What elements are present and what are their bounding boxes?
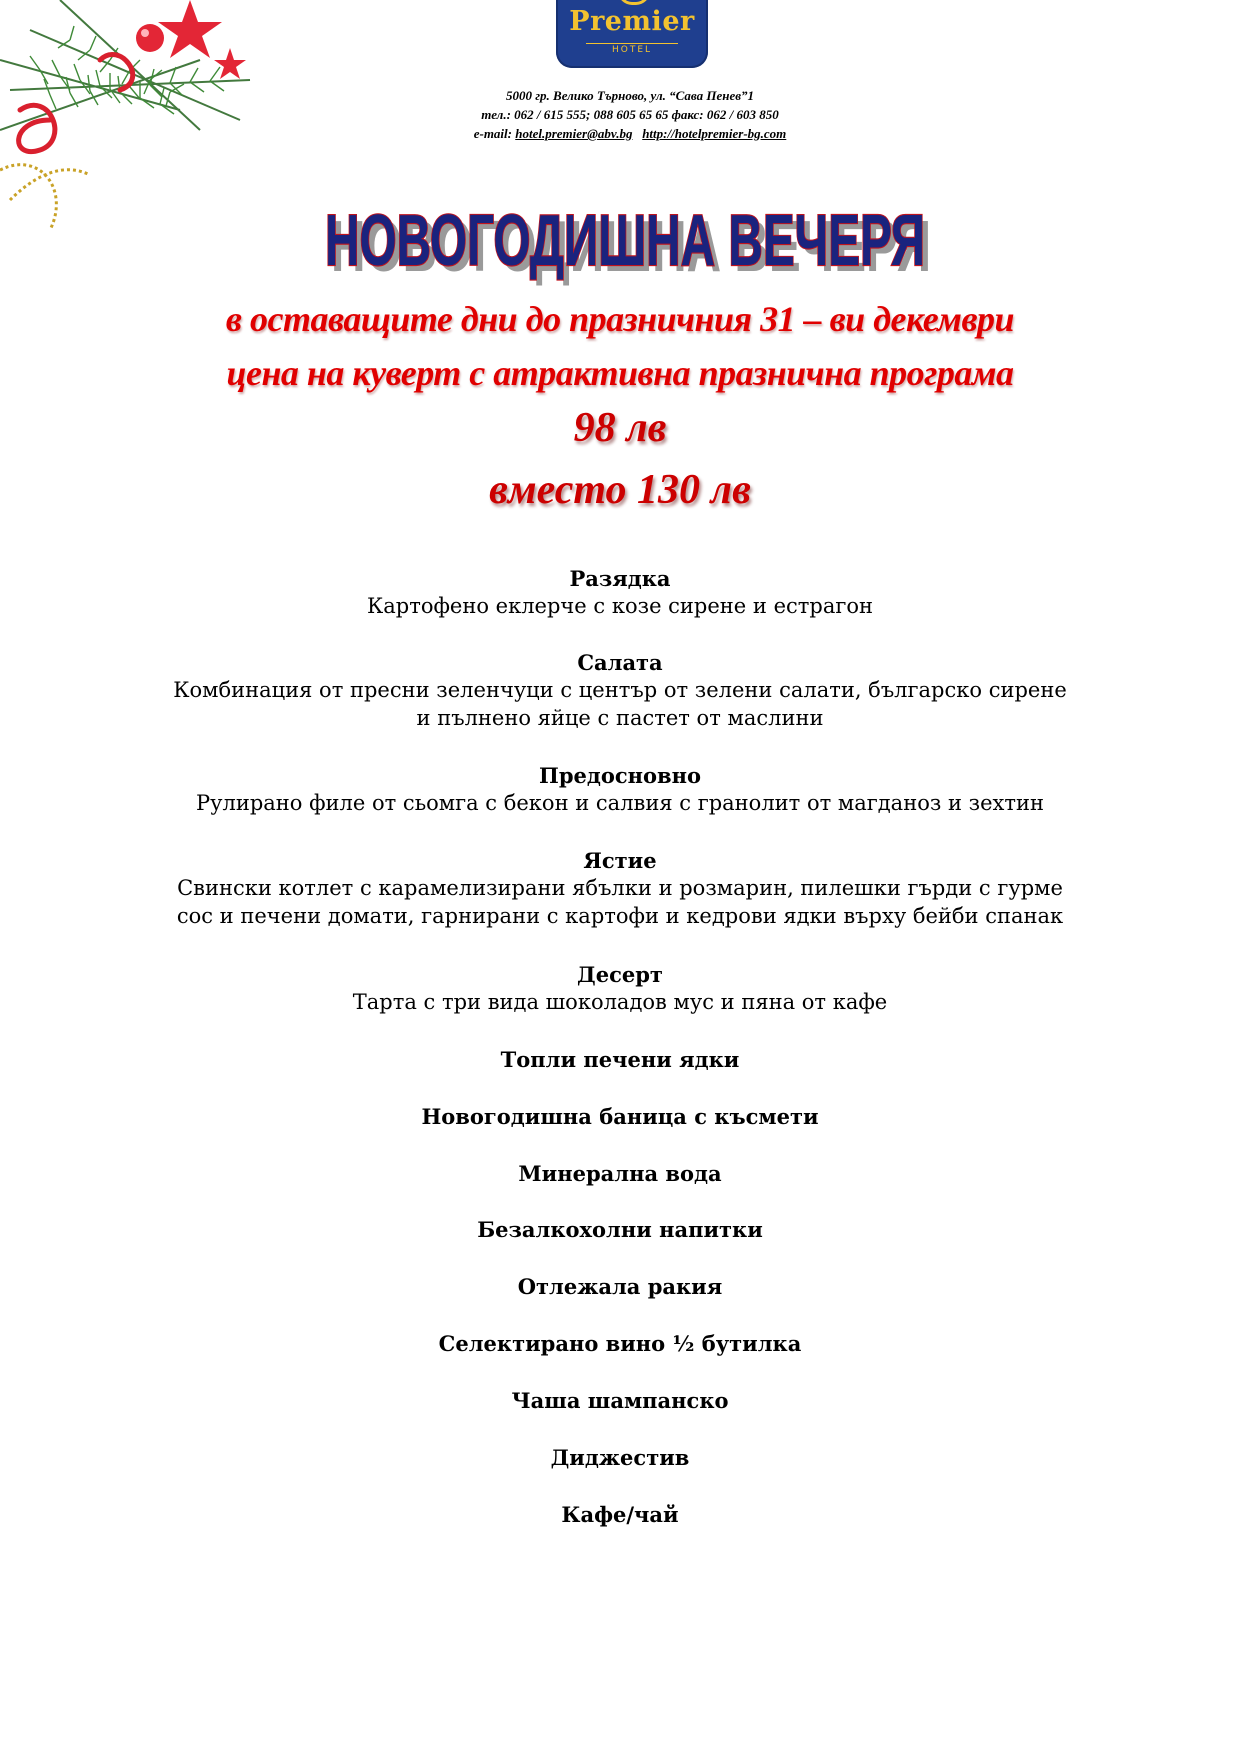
hotel-logo [556, 0, 708, 68]
logo-divider [586, 43, 678, 44]
menu-heading-main: Ястие [583, 848, 657, 873]
menu-heading-dessert: Десерт [577, 962, 663, 987]
price-now: 98 лв [573, 405, 667, 451]
price-was: вместо 130 лв [489, 467, 751, 513]
logo-name: Premier [569, 6, 695, 37]
menu-extra-banitsa: Новогодишна баница с късмети [421, 1104, 819, 1129]
menu-heading-pre-main: Предосновно [538, 763, 701, 788]
menu-item-starter: Картофено еклерче с козе сирене и естрагон [367, 594, 873, 618]
logo-sub: HOTEL [611, 45, 653, 55]
menu-extra-coffee-tea: Кафе/чай [561, 1502, 679, 1527]
menu-item-dessert: Тарта с три вида шоколадов мус и пяна от кафе [352, 990, 888, 1014]
subtitle-dates: в оставащите дни до празничния 31 – ви декември [225, 299, 1015, 339]
email-web-line [380, 126, 880, 142]
menu-extra-digestif: Диджестив [550, 1445, 690, 1470]
menu-heading-salad: Салата [577, 650, 663, 675]
email-label: e-mail: [473, 126, 512, 141]
email-link[interactable]: hotel.premier@abv.bg [515, 126, 633, 141]
address-line: 5000 гр. Велико Търново, ул. “Сава Пенев”1 [505, 88, 755, 103]
title-shadow: НОВОГОДИШНА ВЕЧЕРЯ [331, 207, 931, 287]
menu-extra-champagne: Чаша шампанско [511, 1388, 729, 1413]
menu-item-salad-line1: Комбинация от пресни зеленчуци с център от зелени салати, българско сирене [173, 678, 1067, 702]
christmas-decoration-image [0, 0, 330, 240]
menu-item-main-line2: сос и печени домати, гарнирани с картофи и кедрови ядки върху бейби спанак [176, 904, 1064, 928]
menu-extra-wine: Селектирано вино ½ бутилка [438, 1331, 802, 1356]
logo-ring-icon [618, 0, 650, 5]
menu-extra-soft-drinks: Безалкохолни напитки [477, 1217, 763, 1242]
phone-line: тел.: 062 / 615 555; 088 605 65 65 факс: 062 / 603 850 [481, 107, 779, 122]
title-text: НОВОГОДИШНА ВЕЧЕРЯ [325, 201, 925, 281]
title [300, 190, 940, 290]
menu-item-pre-main: Рулирано филе от сьомга с бекон и салвия с гранолит от магданоз и зехтин [196, 791, 1044, 815]
menu-item-salad-line2: и пълнено яйце с пастет от маслини [416, 706, 824, 730]
website-link[interactable]: http://hotelpremier-bg.com [642, 126, 787, 141]
menu-extra-nuts: Топли печени ядки [500, 1047, 740, 1072]
subtitle-program: цена на куверт с атрактивна празнична програма [226, 353, 1014, 393]
menu-heading-starter: Разядка [569, 566, 671, 591]
menu-item-main-line1: Свински котлет с карамелизирани ябълки и розмарин, пилешки гърди с гурме [177, 876, 1063, 900]
menu-extra-water: Минерална вода [518, 1161, 722, 1186]
menu-extra-rakia: Отлежала ракия [517, 1274, 723, 1299]
